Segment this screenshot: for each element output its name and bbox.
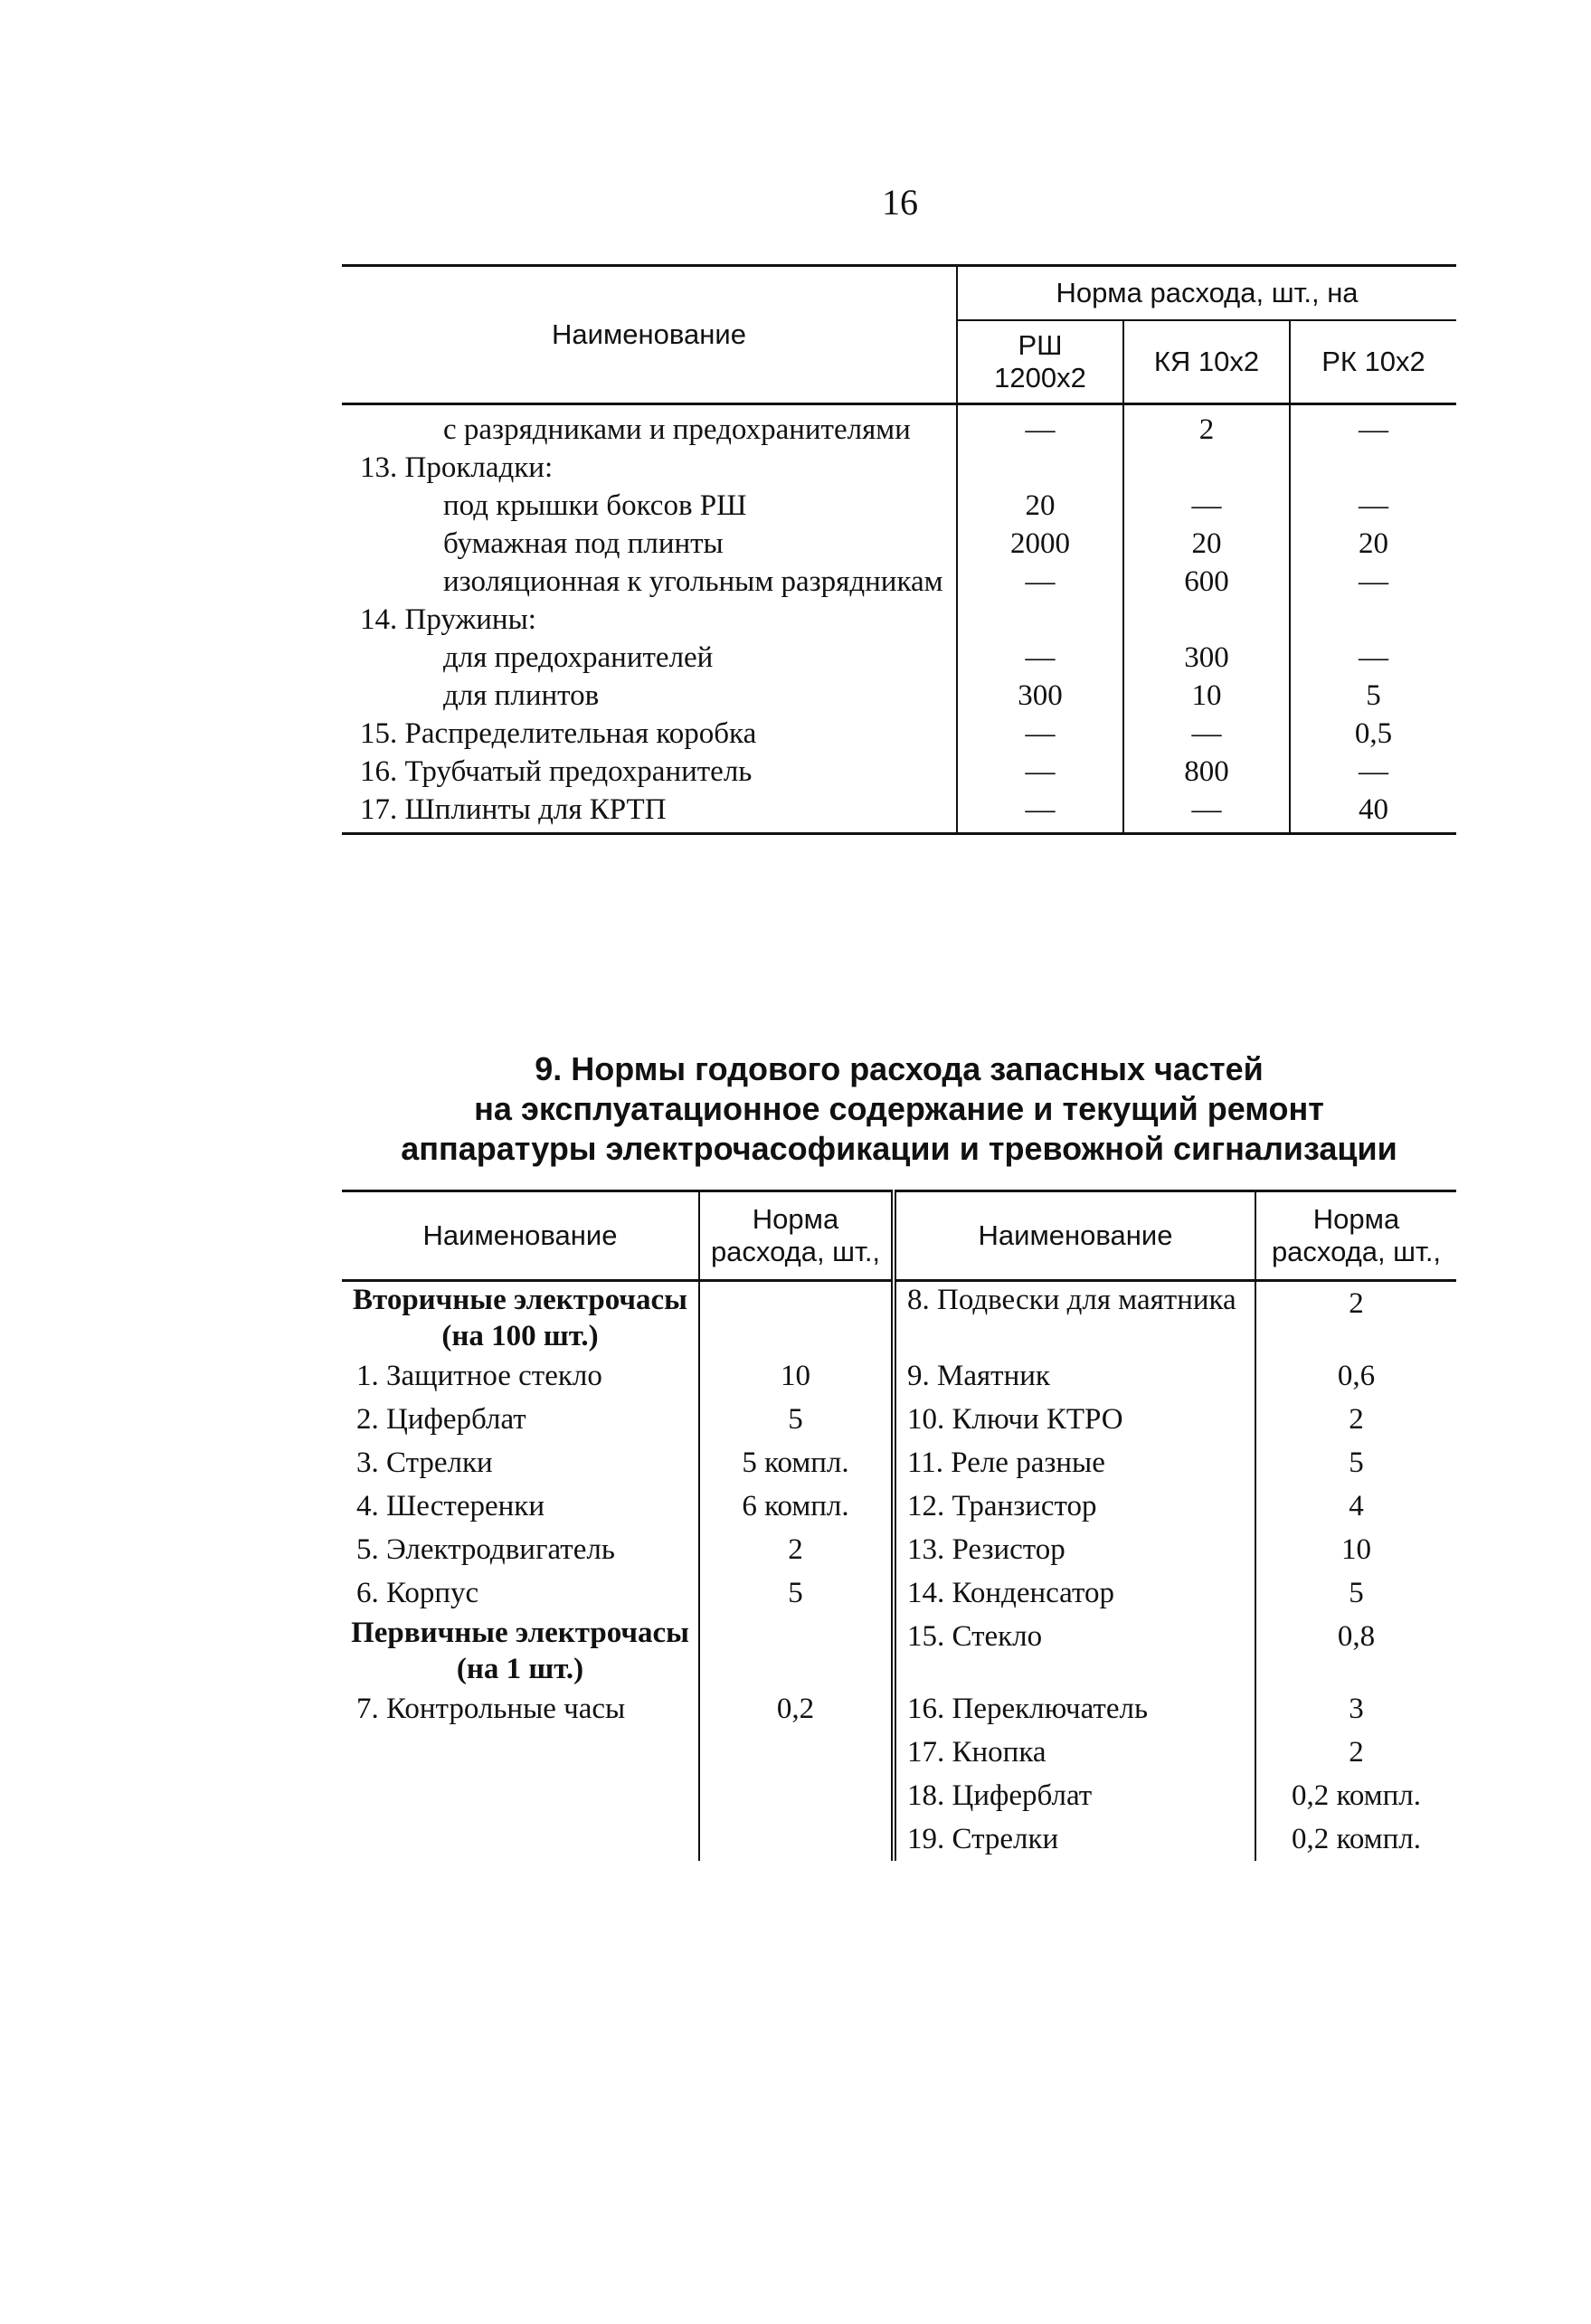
table-row	[342, 487, 1456, 525]
section-title-line: аппаратуры электрочасофикации и тревожной сигнализации	[401, 1130, 1397, 1167]
row-name: 3. Стрелки	[356, 1447, 493, 1479]
row-value: —	[957, 715, 1123, 753]
row-name-right: 15. Стекло	[894, 1615, 1255, 1687]
row-value	[957, 449, 1123, 487]
row-name-right: 14. Конденсатор	[894, 1571, 1255, 1615]
group-heading: Вторичные электрочасы (на 100 шт.)	[353, 1284, 687, 1352]
table-row	[342, 1774, 1456, 1817]
spare-parts-table	[342, 1190, 1456, 1861]
row-name: 14. Пружины:	[360, 603, 536, 636]
table-row	[342, 1615, 1456, 1687]
table-row	[342, 715, 1456, 753]
row-name: 16. Трубчатый предохранитель	[360, 755, 753, 788]
row-name: 7. Контрольные часы	[356, 1693, 626, 1725]
table-row	[342, 601, 1456, 639]
row-name: с разрядниками и предохранителями	[443, 413, 911, 446]
row-name-right: 9. Маятник	[894, 1354, 1255, 1398]
table-row	[342, 1571, 1456, 1615]
row-name: 6. Корпус	[356, 1577, 479, 1609]
row-norm-right: 2	[1255, 1398, 1456, 1441]
row-norm: 0,2	[699, 1687, 894, 1731]
empty-cell	[699, 1774, 894, 1817]
row-value	[1123, 601, 1290, 639]
table-row	[342, 1354, 1456, 1398]
table-row	[342, 1398, 1456, 1441]
table-row	[342, 1528, 1456, 1571]
row-norm	[699, 1281, 894, 1355]
row-name-right: 8. Подвески для маятника	[894, 1281, 1255, 1355]
group-heading: Первичные электрочасы (на 1 шт.)	[351, 1617, 689, 1685]
row-name-right: 18. Циферблат	[894, 1774, 1255, 1817]
row-name: для предохранителей	[443, 641, 714, 674]
row-name-right: 17. Кнопка	[894, 1731, 1255, 1774]
row-norm-right: 0,2 компл.	[1255, 1774, 1456, 1817]
empty-cell	[342, 1774, 699, 1817]
table-row	[342, 1485, 1456, 1528]
row-value: 2000	[957, 525, 1123, 563]
row-value: 10	[1123, 677, 1290, 715]
row-value: —	[1290, 487, 1456, 525]
table-row	[342, 449, 1456, 487]
row-norm-right: 0,8	[1255, 1615, 1456, 1687]
row-name-right: 10. Ключи КТРО	[894, 1398, 1255, 1441]
row-norm	[699, 1615, 894, 1687]
row-value: —	[957, 791, 1123, 834]
table-row	[342, 791, 1456, 834]
row-value: 800	[1123, 753, 1290, 791]
row-value: —	[1123, 715, 1290, 753]
row-value	[1290, 449, 1456, 487]
header-name-left: Наименование	[342, 1191, 699, 1281]
page-number: 16	[882, 182, 918, 223]
row-name: 17. Шплинты для КРТП	[360, 793, 667, 826]
consumption-norms-table	[342, 264, 1456, 835]
row-norm: 10	[699, 1354, 894, 1398]
row-value	[1123, 449, 1290, 487]
row-norm-right: 5	[1255, 1571, 1456, 1615]
row-name-right: 19. Стрелки	[894, 1817, 1255, 1861]
row-norm: 5 компл.	[699, 1441, 894, 1485]
empty-cell	[342, 1817, 699, 1861]
row-norm: 6 компл.	[699, 1485, 894, 1528]
row-norm-right: 10	[1255, 1528, 1456, 1571]
row-value: —	[957, 753, 1123, 791]
table-row	[342, 525, 1456, 563]
row-norm-right: 2	[1255, 1731, 1456, 1774]
table-row	[342, 563, 1456, 601]
row-name-right: 13. Резистор	[894, 1528, 1255, 1571]
row-value: —	[1290, 753, 1456, 791]
empty-cell	[342, 1731, 699, 1774]
header-col-rsh: РШ 1200х2	[957, 320, 1123, 404]
header-name: Наименование	[342, 266, 957, 404]
table-row	[342, 1731, 1456, 1774]
row-norm-right: 5	[1255, 1441, 1456, 1485]
row-value: 300	[1123, 639, 1290, 677]
section-title-line: 9. Нормы годового расхода запасных частей	[535, 1050, 1264, 1087]
header-norm-right: Норма расхода, шт.,	[1255, 1191, 1456, 1281]
row-value: 600	[1123, 563, 1290, 601]
row-value: —	[957, 639, 1123, 677]
row-value: 300	[957, 677, 1123, 715]
table-row	[342, 1281, 1456, 1355]
row-value: 0,5	[1290, 715, 1456, 753]
header-name-right: Наименование	[894, 1191, 1255, 1281]
table-row	[342, 677, 1456, 715]
row-value: 5	[1290, 677, 1456, 715]
row-name: под крышки боксов РШ	[443, 489, 747, 522]
header-norm-group: Норма расхода, шт., на	[957, 266, 1456, 321]
row-norm-right: 4	[1255, 1485, 1456, 1528]
row-name-right: 11. Реле разные	[894, 1441, 1255, 1485]
row-name: 5. Электродвигатель	[356, 1533, 615, 1566]
row-value: 20	[1290, 525, 1456, 563]
row-name-right: 16. Переключатель	[894, 1687, 1255, 1731]
row-name: 13. Прокладки:	[360, 451, 554, 484]
header-col-rk: РК 10х2	[1290, 320, 1456, 404]
row-name: 4. Шестеренки	[356, 1490, 545, 1522]
row-norm-right: 3	[1255, 1687, 1456, 1731]
table-row	[342, 1687, 1456, 1731]
row-name: 1. Защитное стекло	[356, 1360, 602, 1392]
row-value: —	[957, 563, 1123, 601]
row-value	[1290, 601, 1456, 639]
row-norm-right: 0,2 компл.	[1255, 1817, 1456, 1861]
row-value: 20	[957, 487, 1123, 525]
row-value: —	[1290, 639, 1456, 677]
row-value: 40	[1290, 791, 1456, 834]
table-row	[342, 1817, 1456, 1861]
table-row	[342, 404, 1456, 450]
row-norm: 5	[699, 1398, 894, 1441]
row-norm-right: 0,6	[1255, 1354, 1456, 1398]
empty-cell	[699, 1817, 894, 1861]
row-value: 20	[1123, 525, 1290, 563]
section-title	[342, 1049, 1456, 1169]
row-name: изоляционная к угольным разрядникам	[443, 565, 943, 598]
row-value: —	[1123, 487, 1290, 525]
table-row	[342, 639, 1456, 677]
row-name: для плинтов	[443, 679, 600, 712]
row-name-right: 12. Транзистор	[894, 1485, 1255, 1528]
row-norm-right: 2	[1255, 1281, 1456, 1355]
row-value	[957, 601, 1123, 639]
row-value: —	[1123, 791, 1290, 834]
row-name: 15. Распределительная коробка	[360, 717, 757, 750]
table-row	[342, 1441, 1456, 1485]
table-row	[342, 753, 1456, 791]
section-title-line: на эксплуатационное содержание и текущий ремонт	[474, 1090, 1324, 1127]
row-name: бумажная под плинты	[443, 527, 724, 560]
row-norm: 2	[699, 1528, 894, 1571]
row-value: —	[1290, 404, 1456, 450]
row-value: —	[1290, 563, 1456, 601]
row-value: —	[957, 404, 1123, 450]
header-norm-left: Норма расхода, шт.,	[699, 1191, 894, 1281]
row-name: 2. Циферблат	[356, 1403, 526, 1436]
empty-cell	[699, 1731, 894, 1774]
row-norm: 5	[699, 1571, 894, 1615]
header-col-kya: КЯ 10х2	[1123, 320, 1290, 404]
row-value: 2	[1123, 404, 1290, 450]
